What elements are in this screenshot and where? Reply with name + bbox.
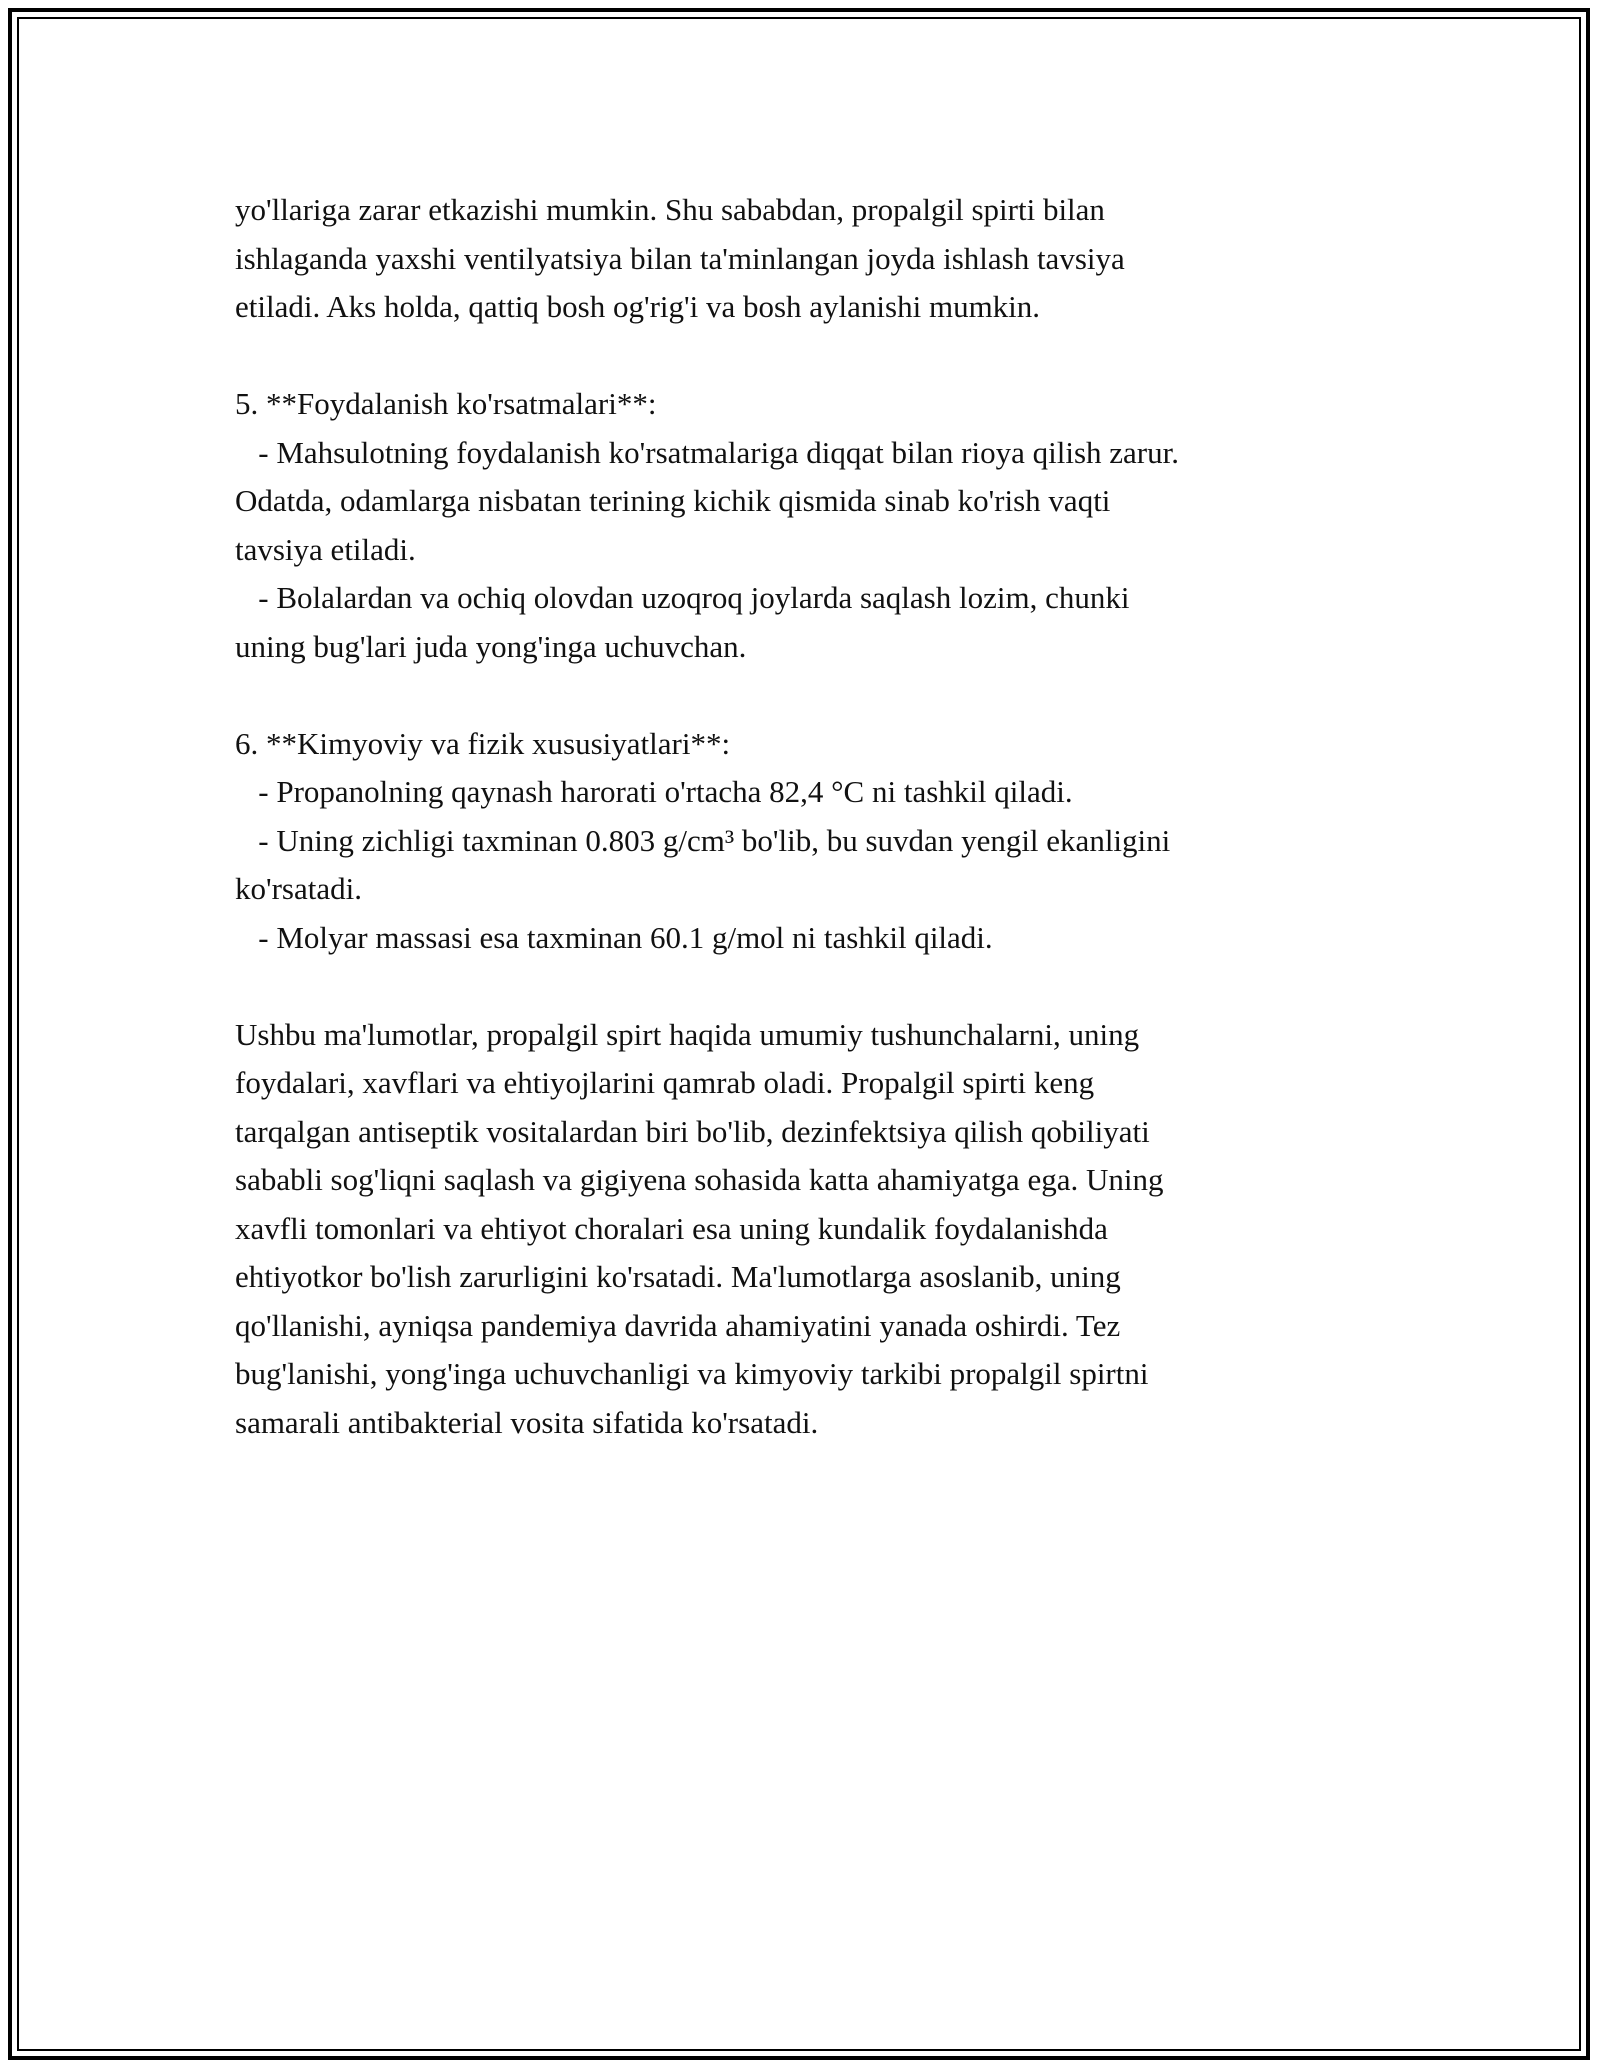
text-line: - Bolalardan va ochiq olovdan uzoqroq joylarda saqlash lozim, chunki	[235, 580, 1130, 615]
text-line: Ushbu ma'lumotlar, propalgil spirt haqida umumiy tushunchalarni, uning	[235, 1016, 1140, 1052]
text-line: Odatda, odamlarga nisbatan terining kichik qismida sinab ko'rish vaqti	[235, 483, 1111, 518]
section-5	[235, 380, 1365, 671]
text-line: samarali antibakterial vosita sifatida ko'rsatadi.	[235, 1404, 819, 1440]
text-line: - Mahsulotning foydalanish ko'rsatmalariga diqqat bilan rioya qilish zarur.	[235, 434, 1179, 470]
text-line: qo'llanishi, ayniqsa pandemiya davrida ahamiyatini yanada oshirdi. Tez	[235, 1307, 1121, 1343]
text-line: ko'rsatadi.	[235, 871, 362, 906]
section-6	[235, 720, 1365, 963]
text-line: ehtiyotkor bo'lish zarurligini ko'rsatadi. Ma'lumotlarga asoslanib, uning	[235, 1259, 1121, 1294]
text-line: tarqalgan antiseptik vositalardan biri bo'lib, dezinfektsiya qilish qobiliyati	[235, 1113, 1150, 1149]
text-line: tavsiya etiladi.	[235, 531, 416, 567]
text-line: - Propanolning qaynash harorati o'rtacha 82,4 °C ni tashkil qiladi.	[235, 774, 1073, 809]
text-line: xavfli tomonlari va ehtiyot choralari esa uning kundalik foydalanishda	[235, 1210, 1108, 1246]
text-line: - Uning zichligi taxminan 0.803 g/cm³ bo'lib, bu suvdan yengil ekanligini	[235, 822, 1171, 858]
text-line: yo'llariga zarar etkazishi mumkin. Shu sababdan, propalgil spirti bilan	[235, 192, 1105, 227]
paragraph-gap	[235, 671, 1365, 720]
text-line: bug'lanishi, yong'inga uchuvchanligi va kimyoviy tarkibi propalgil spirtni	[235, 1356, 1149, 1391]
conclusion-paragraph	[235, 1011, 1365, 1448]
paragraph-gap	[235, 332, 1365, 381]
text-line: etiladi. Aks holda, qattiq bosh og'rig'i va bosh aylanishi mumkin.	[235, 289, 1041, 324]
section-heading: 5. **Foydalanish ko'rsatmalari**:	[235, 386, 657, 421]
text-line: ishlaganda yaxshi ventilyatsiya bilan ta'minlangan joyda ishlash tavsiya	[235, 240, 1125, 276]
text-line: foydalari, xavflari va ehtiyojlarini qamrab oladi. Propalgil spirti keng	[235, 1065, 1095, 1100]
paragraph-gap	[235, 962, 1365, 1011]
section-heading: 6. **Kimyoviy va fizik xususiyatlari**:	[235, 725, 731, 761]
text-line: uning bug'lari juda yong'inga uchuvchan.	[235, 628, 747, 664]
text-line: sababli sog'liqni saqlash va gigiyena sohasida katta ahamiyatga ega. Uning	[235, 1162, 1164, 1197]
intro-paragraph	[235, 186, 1365, 332]
document-body	[235, 186, 1365, 1447]
text-line: - Molyar massasi esa taxminan 60.1 g/mol ni tashkil qiladi.	[235, 919, 993, 955]
